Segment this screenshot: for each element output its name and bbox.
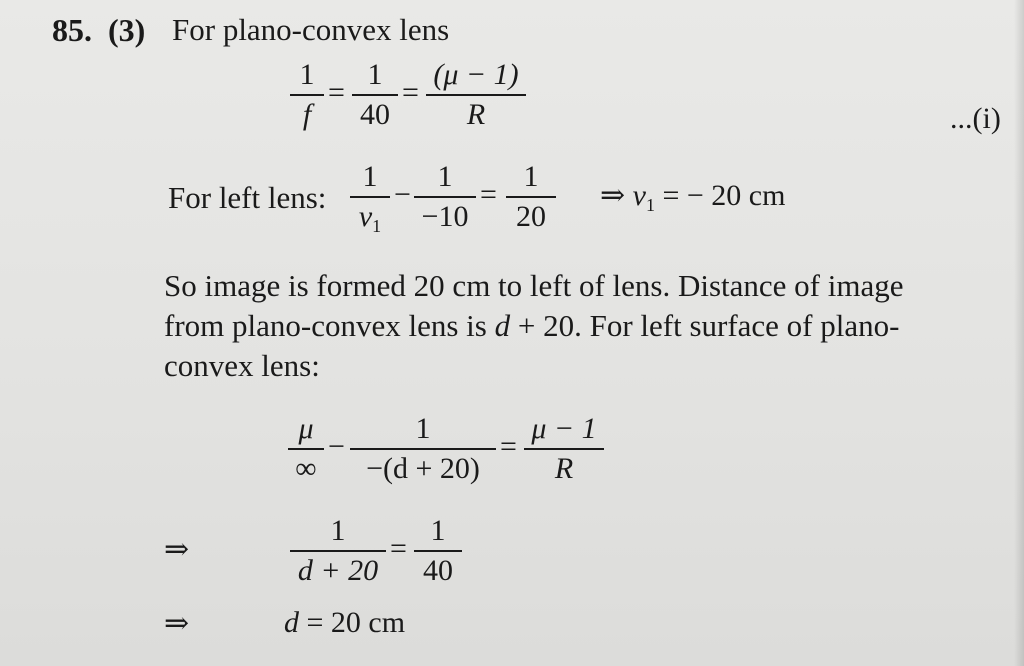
- eq1-f3-num: (μ − 1): [433, 58, 519, 91]
- intro-text: For plano-convex lens: [172, 12, 450, 47]
- eq1-f1-den: f: [302, 98, 312, 131]
- eq5-result: [284, 606, 405, 640]
- eq1-fraction-2: [352, 58, 398, 132]
- eq5-rest: = 20 cm: [299, 606, 406, 639]
- fraction-bar: [350, 196, 390, 198]
- eq1-equals-a: =: [328, 76, 345, 109]
- eq3-fraction-3: [524, 412, 604, 486]
- fraction-bar: [414, 196, 476, 198]
- eq2-f1-num: 1: [362, 160, 378, 193]
- fraction-bar: [352, 94, 398, 96]
- fraction-bar: [288, 448, 324, 450]
- eq4-f1-den: d + 20: [297, 554, 379, 587]
- eq3-fraction-2: [350, 412, 496, 486]
- eq2-result-sub: 1: [645, 195, 655, 215]
- eq3-f3-num: μ − 1: [531, 412, 597, 445]
- eq2-fraction-2: [414, 160, 476, 234]
- eq2-f2-num: 1: [437, 160, 453, 193]
- eq2-fraction-3: [506, 160, 556, 234]
- eq2-f1-den: [350, 200, 390, 243]
- eq2-f3-num: 1: [523, 160, 539, 193]
- fraction-bar: [290, 94, 324, 96]
- eq1-tag: ...(i): [950, 102, 1001, 135]
- fraction-bar: [290, 550, 386, 552]
- eq3-equals: =: [500, 430, 517, 463]
- eq1-f2-num: 1: [367, 58, 383, 91]
- left-lens-label: For left lens:: [168, 180, 327, 215]
- eq2-result-var: v: [632, 179, 646, 212]
- eq4-fraction-2: [414, 514, 462, 588]
- eq3-f1-den: ∞: [295, 452, 317, 485]
- eq4-f1-num: 1: [330, 514, 346, 547]
- eq3-f1-num: μ: [298, 412, 314, 445]
- paragraph-line-3: convex lens:: [164, 348, 320, 383]
- fraction-bar: [524, 448, 604, 450]
- fraction-bar: [426, 94, 526, 96]
- eq4-arrow: ⇒: [164, 533, 190, 566]
- eq3-f2-num: 1: [415, 412, 431, 445]
- eq2-fraction-1: [350, 160, 390, 243]
- eq4-f2-num: 1: [430, 514, 446, 547]
- eq2-result-arrow: ⇒: [600, 179, 626, 212]
- eq4-fraction-1: [290, 514, 386, 588]
- eq2-result: [600, 178, 785, 216]
- paragraph-line-2a: from plano-convex lens is: [164, 308, 495, 343]
- eq2-f1-den-sub: 1: [372, 216, 382, 236]
- eq2-f3-den: 20: [516, 200, 546, 233]
- fraction-bar: [414, 550, 462, 552]
- eq2-result-rest: = − 20 cm: [654, 179, 786, 212]
- question-number: 85.: [52, 12, 92, 48]
- eq1-f1-num: 1: [299, 58, 315, 91]
- eq2-equals: =: [480, 178, 497, 211]
- paragraph-line-2b: + 20. For left surface of plano-: [510, 308, 900, 343]
- eq1-f3-den: R: [466, 98, 486, 131]
- eq5-var: d: [284, 606, 299, 639]
- eq1-f2-den: 40: [360, 98, 390, 131]
- eq1-fraction-1: [290, 58, 324, 132]
- page-edge-shadow: [1014, 0, 1024, 666]
- fraction-bar: [350, 448, 496, 450]
- eq2-minus: −: [394, 178, 411, 211]
- eq3-f2-den: −(d + 20): [366, 452, 480, 485]
- paragraph-line-2: [164, 308, 899, 344]
- eq3-minus: −: [328, 430, 345, 463]
- eq3-f3-den: R: [554, 452, 574, 485]
- eq2-f1-den-var: v: [358, 200, 373, 233]
- paragraph-line-1: So image is formed 20 cm to left of lens. Distance of image: [164, 268, 904, 303]
- paragraph-line-2-var: d: [494, 308, 511, 343]
- answer-choice: (3): [108, 12, 146, 48]
- eq2-f2-den: −10: [421, 200, 469, 233]
- eq1-fraction-3: [426, 58, 526, 132]
- eq4-f2-den: 40: [423, 554, 453, 587]
- eq1-equals-b: =: [402, 76, 419, 109]
- eq3-fraction-1: [288, 412, 324, 486]
- fraction-bar: [506, 196, 556, 198]
- eq4-equals: =: [390, 532, 407, 565]
- eq5-arrow: ⇒: [164, 607, 190, 640]
